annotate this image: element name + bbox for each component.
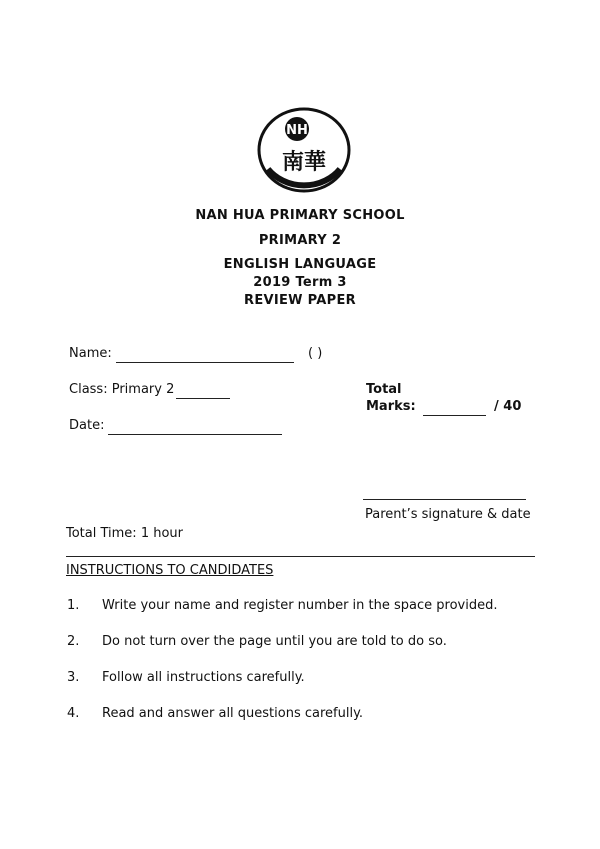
marks-total: / 40 — [494, 399, 522, 414]
marks-field[interactable] — [423, 401, 486, 420]
total-label: Total — [366, 382, 402, 397]
total-time: Total Time: 1 hour — [66, 526, 183, 541]
name-field[interactable] — [116, 348, 294, 367]
date-label: Date: — [69, 418, 105, 433]
name-label: Name: — [69, 346, 112, 361]
instruction-number: 2. — [67, 634, 80, 649]
instruction-number: 1. — [67, 598, 80, 613]
parent-signature-label: Parent’s signature & date — [365, 507, 531, 522]
logo-monogram: NH — [286, 123, 308, 138]
instructions-heading: INSTRUCTIONS TO CANDIDATES — [66, 563, 274, 578]
instruction-text: Write your name and register number in the space provided. — [102, 598, 498, 613]
instruction-text: Follow all instructions carefully. — [102, 670, 305, 685]
instruction-item — [67, 598, 497, 613]
class-label: Class: Primary 2 — [69, 382, 175, 397]
instruction-text: Read and answer all questions carefully. — [102, 706, 364, 721]
logo-chinese-text: 南華 — [281, 150, 327, 175]
date-field[interactable] — [108, 420, 282, 439]
school-name: NAN HUA PRIMARY SCHOOL — [195, 208, 405, 223]
instruction-number: 4. — [67, 706, 80, 721]
school-logo — [256, 107, 352, 193]
instruction-item — [67, 670, 305, 685]
term-title: 2019 Term 3 — [253, 275, 347, 290]
divider — [66, 556, 535, 557]
paper-title: REVIEW PAPER — [244, 293, 356, 308]
parent-signature-line[interactable] — [363, 499, 526, 500]
register-number-field[interactable]: ( ) — [308, 346, 323, 361]
marks-label: Marks: — [366, 399, 416, 414]
instruction-item — [67, 634, 447, 649]
class-field[interactable] — [176, 384, 230, 403]
instruction-item — [67, 706, 363, 721]
instruction-number: 3. — [67, 670, 80, 685]
subject-title: ENGLISH LANGUAGE — [223, 257, 377, 272]
instruction-text: Do not turn over the page until you are told to do so. — [102, 634, 447, 649]
level-title: PRIMARY 2 — [258, 233, 342, 248]
